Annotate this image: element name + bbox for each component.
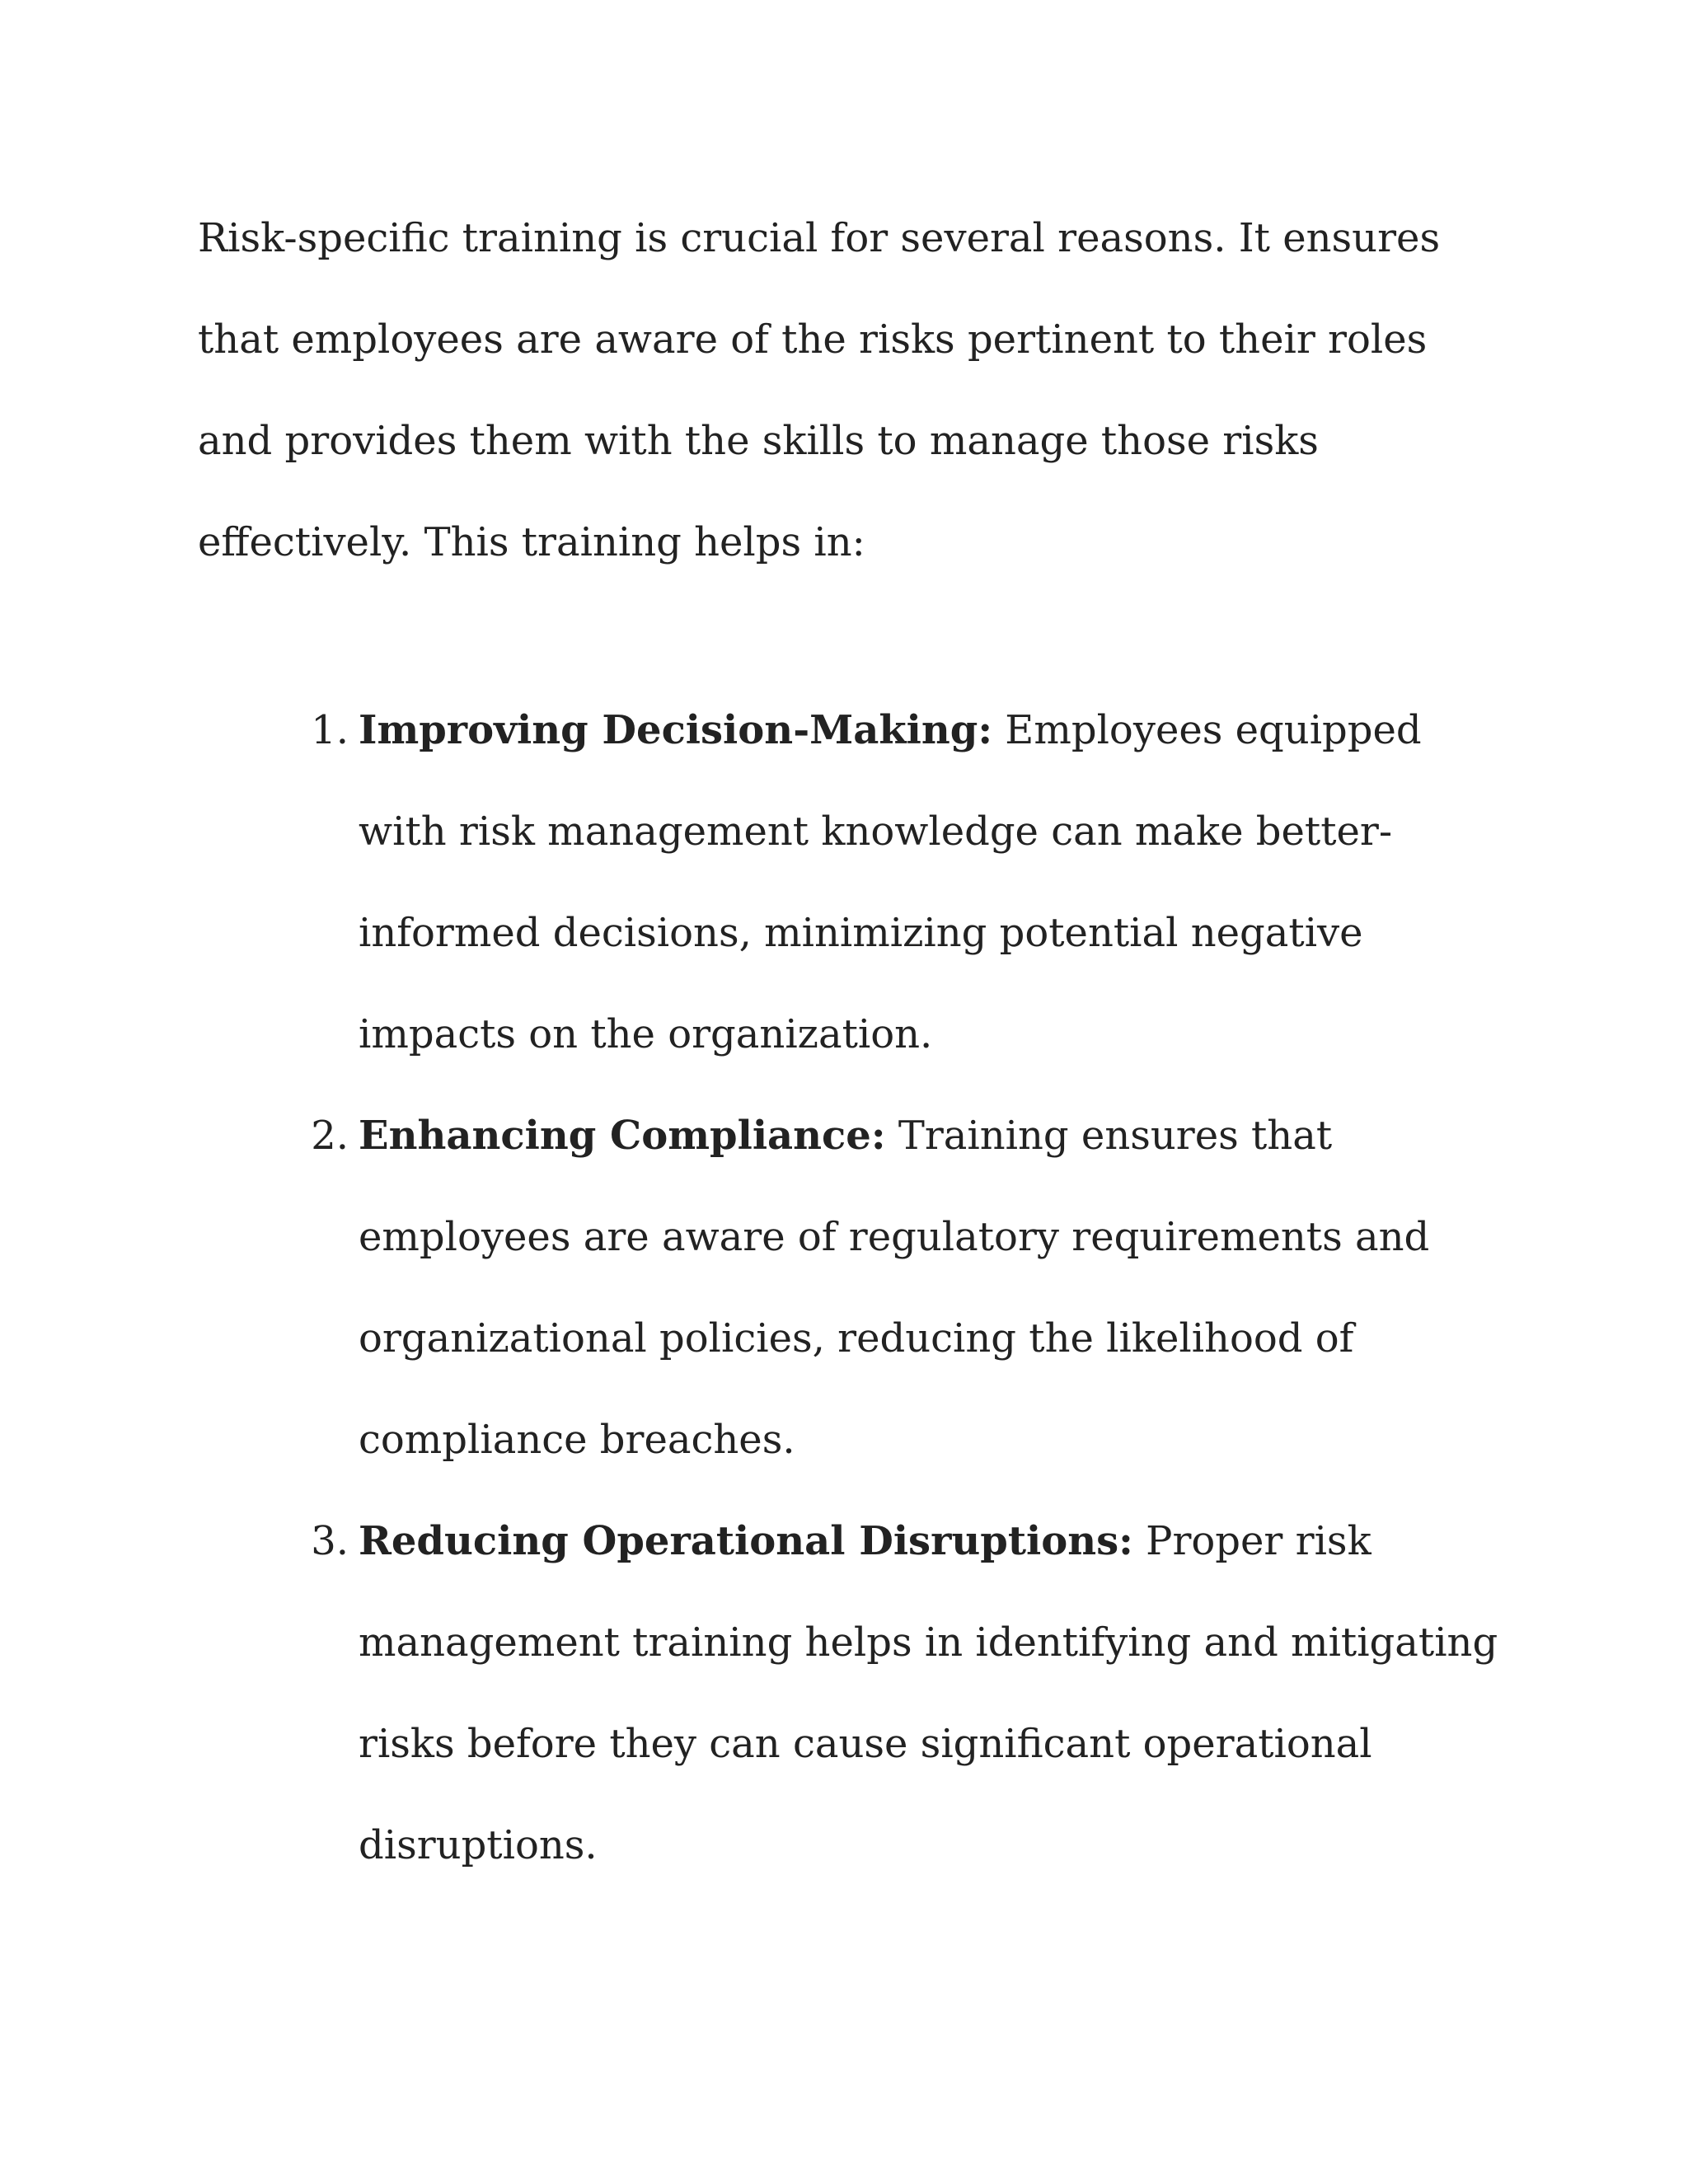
list-item-term: Enhancing Compliance: — [359, 1113, 886, 1159]
list-item-text: Proper risk management training helps in identifying and mitigating risks before they can cause significant operational disruptions. — [359, 1518, 1498, 1868]
benefits-list — [311, 680, 1504, 1896]
list-item-term: Reducing Operational Disruptions: — [359, 1518, 1133, 1564]
list-item-term: Improving Decision-Making: — [359, 707, 993, 753]
list-item — [311, 680, 1504, 1085]
list-item — [311, 1085, 1504, 1491]
list-item-number: 2. — [311, 1113, 349, 1159]
list-item-number: 3. — [311, 1518, 349, 1564]
list-item-text: Employees equipped with risk management knowledge can make better-informed decisions, minimizing potential negative impacts on the organization. — [359, 707, 1422, 1057]
list-item-text: Training ensures that employees are aware of regulatory requirements and organizational policies, reducing the likelihood of compliance breaches. — [359, 1113, 1430, 1463]
list-item-number: 1. — [311, 707, 349, 753]
intro-paragraph: Risk-specific training is crucial for several reasons. It ensures that employees are aware of the risks pertinent to their roles and provides them with the skills to manage those risks effectively. This training helps in: — [198, 215, 1441, 565]
list-item — [311, 1491, 1504, 1896]
